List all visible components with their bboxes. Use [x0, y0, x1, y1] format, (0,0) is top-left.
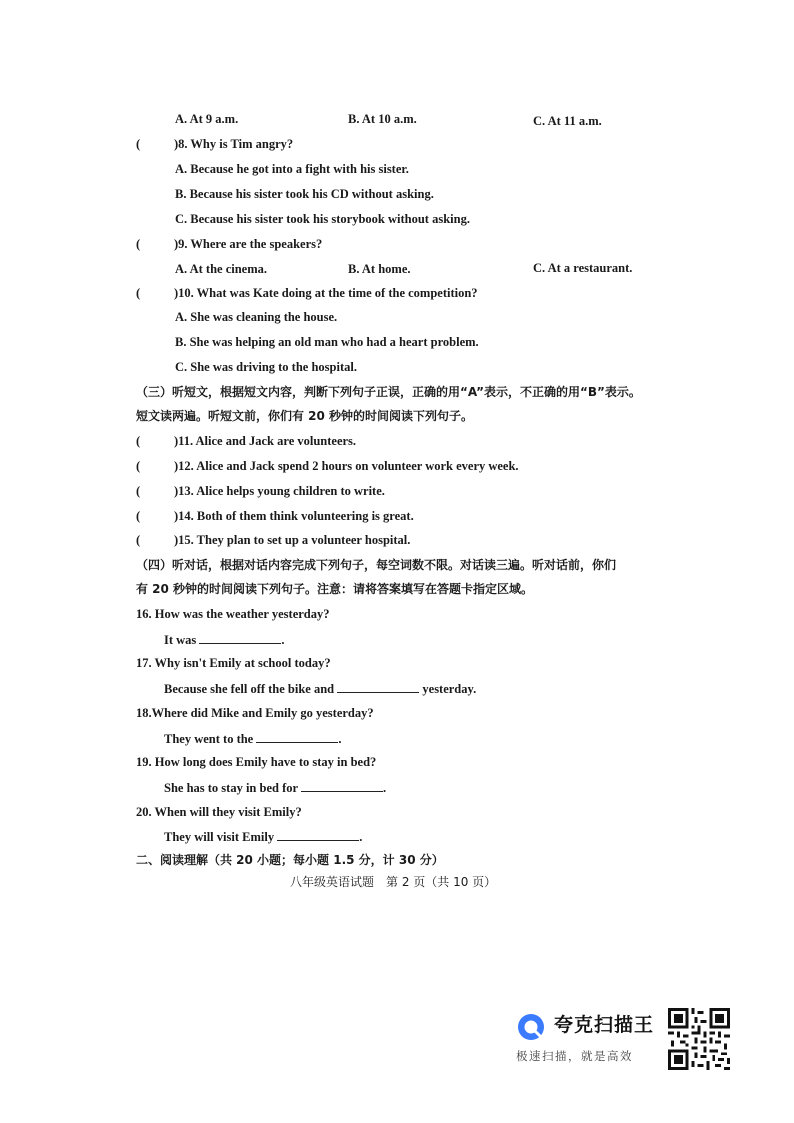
- q9-option-c: C. At a restaurant.: [533, 261, 633, 275]
- answer-paren: (: [136, 286, 141, 300]
- fill-question-17: 17. Why isn't Emily at school today?: [136, 656, 331, 670]
- page-footer: 八年级英语试题 第 2 页（共 10 页）: [290, 875, 497, 889]
- section3-instructions-line2: 短文读两遍。听短文前，你们有 20 秒钟的时间阅读下列句子。: [136, 409, 474, 423]
- q8-option-b: B. Because his sister took his CD without asking.: [175, 187, 434, 201]
- q8-option-c: C. Because his sister took his storybook without asking.: [175, 212, 470, 226]
- section-reading-heading: 二、阅读理解（共 20 小题；每小题 1.5 分，计 30 分）: [136, 853, 444, 867]
- answer-paren: (: [136, 237, 141, 251]
- tf-item-14: ( )14. Both of them think volunteering is great.: [136, 509, 414, 523]
- q10-option-a: A. She was cleaning the house.: [175, 310, 338, 324]
- scanner-brand-name: 夸克扫描王: [554, 1014, 655, 1036]
- fill-answer-18: They went to the .: [164, 732, 342, 746]
- answer-blank[interactable]: [277, 828, 359, 841]
- q7-option-b: B. At 10 a.m.: [348, 112, 417, 126]
- qr-code-icon[interactable]: [668, 1008, 730, 1070]
- scanner-watermark: [516, 1008, 736, 1074]
- q7-option-c: C. At 11 a.m.: [533, 114, 602, 128]
- q9-option-b: B. At home.: [348, 262, 411, 276]
- answer-paren: (: [136, 137, 141, 151]
- fill-answer-19: She has to stay in bed for .: [164, 781, 387, 795]
- section4-instructions-line1: （四）听对话，根据对话内容完成下列句子，每空词数不限。对话读三遍。听对话前，你们: [136, 558, 617, 572]
- q10-option-c: C. She was driving to the hospital.: [175, 360, 357, 374]
- q10-question: ( )10. What was Kate doing at the time of the competition?: [136, 286, 478, 300]
- answer-blank[interactable]: [337, 680, 419, 693]
- fill-answer-16: It was .: [164, 633, 285, 647]
- tf-item-13: ( )13. Alice helps young children to write.: [136, 484, 385, 498]
- q9-question: ( )9. Where are the speakers?: [136, 237, 323, 251]
- fill-question-16: 16. How was the weather yesterday?: [136, 607, 330, 621]
- fill-question-18: 18.Where did Mike and Emily go yesterday?: [136, 706, 374, 720]
- answer-blank[interactable]: [301, 779, 383, 792]
- q7-option-a: A. At 9 a.m.: [175, 112, 239, 126]
- fill-answer-20: They will visit Emily .: [164, 830, 363, 844]
- q8-question: ( )8. Why is Tim angry?: [136, 137, 294, 151]
- section3-instructions-line1: （三）听短文，根据短文内容，判断下列句子正误，正确的用“A”表示，不正确的用“B”表示。: [136, 385, 641, 399]
- section4-instructions-line2: 有 20 秒钟的时间阅读下列句子。注意：请将答案填写在答题卡指定区域。: [136, 582, 534, 596]
- scanner-logo-icon: [516, 1012, 546, 1042]
- scanner-slogan: 极速扫描，就是高效: [516, 1049, 633, 1063]
- tf-item-12: ( )12. Alice and Jack spend 2 hours on volunteer work every week.: [136, 459, 519, 473]
- q9-option-a: A. At the cinema.: [175, 262, 267, 276]
- fill-question-19: 19. How long does Emily have to stay in bed?: [136, 755, 377, 769]
- fill-question-20: 20. When will they visit Emily?: [136, 805, 302, 819]
- answer-blank[interactable]: [199, 631, 281, 644]
- answer-blank[interactable]: [256, 730, 338, 743]
- tf-item-11: ( )11. Alice and Jack are volunteers.: [136, 434, 357, 448]
- tf-item-15: ( )15. They plan to set up a volunteer hospital.: [136, 533, 411, 547]
- fill-answer-17: Because she fell off the bike and yesterday.: [164, 682, 477, 696]
- q10-option-b: B. She was helping an old man who had a heart problem.: [175, 335, 479, 349]
- q8-option-a: A. Because he got into a fight with his sister.: [175, 162, 409, 176]
